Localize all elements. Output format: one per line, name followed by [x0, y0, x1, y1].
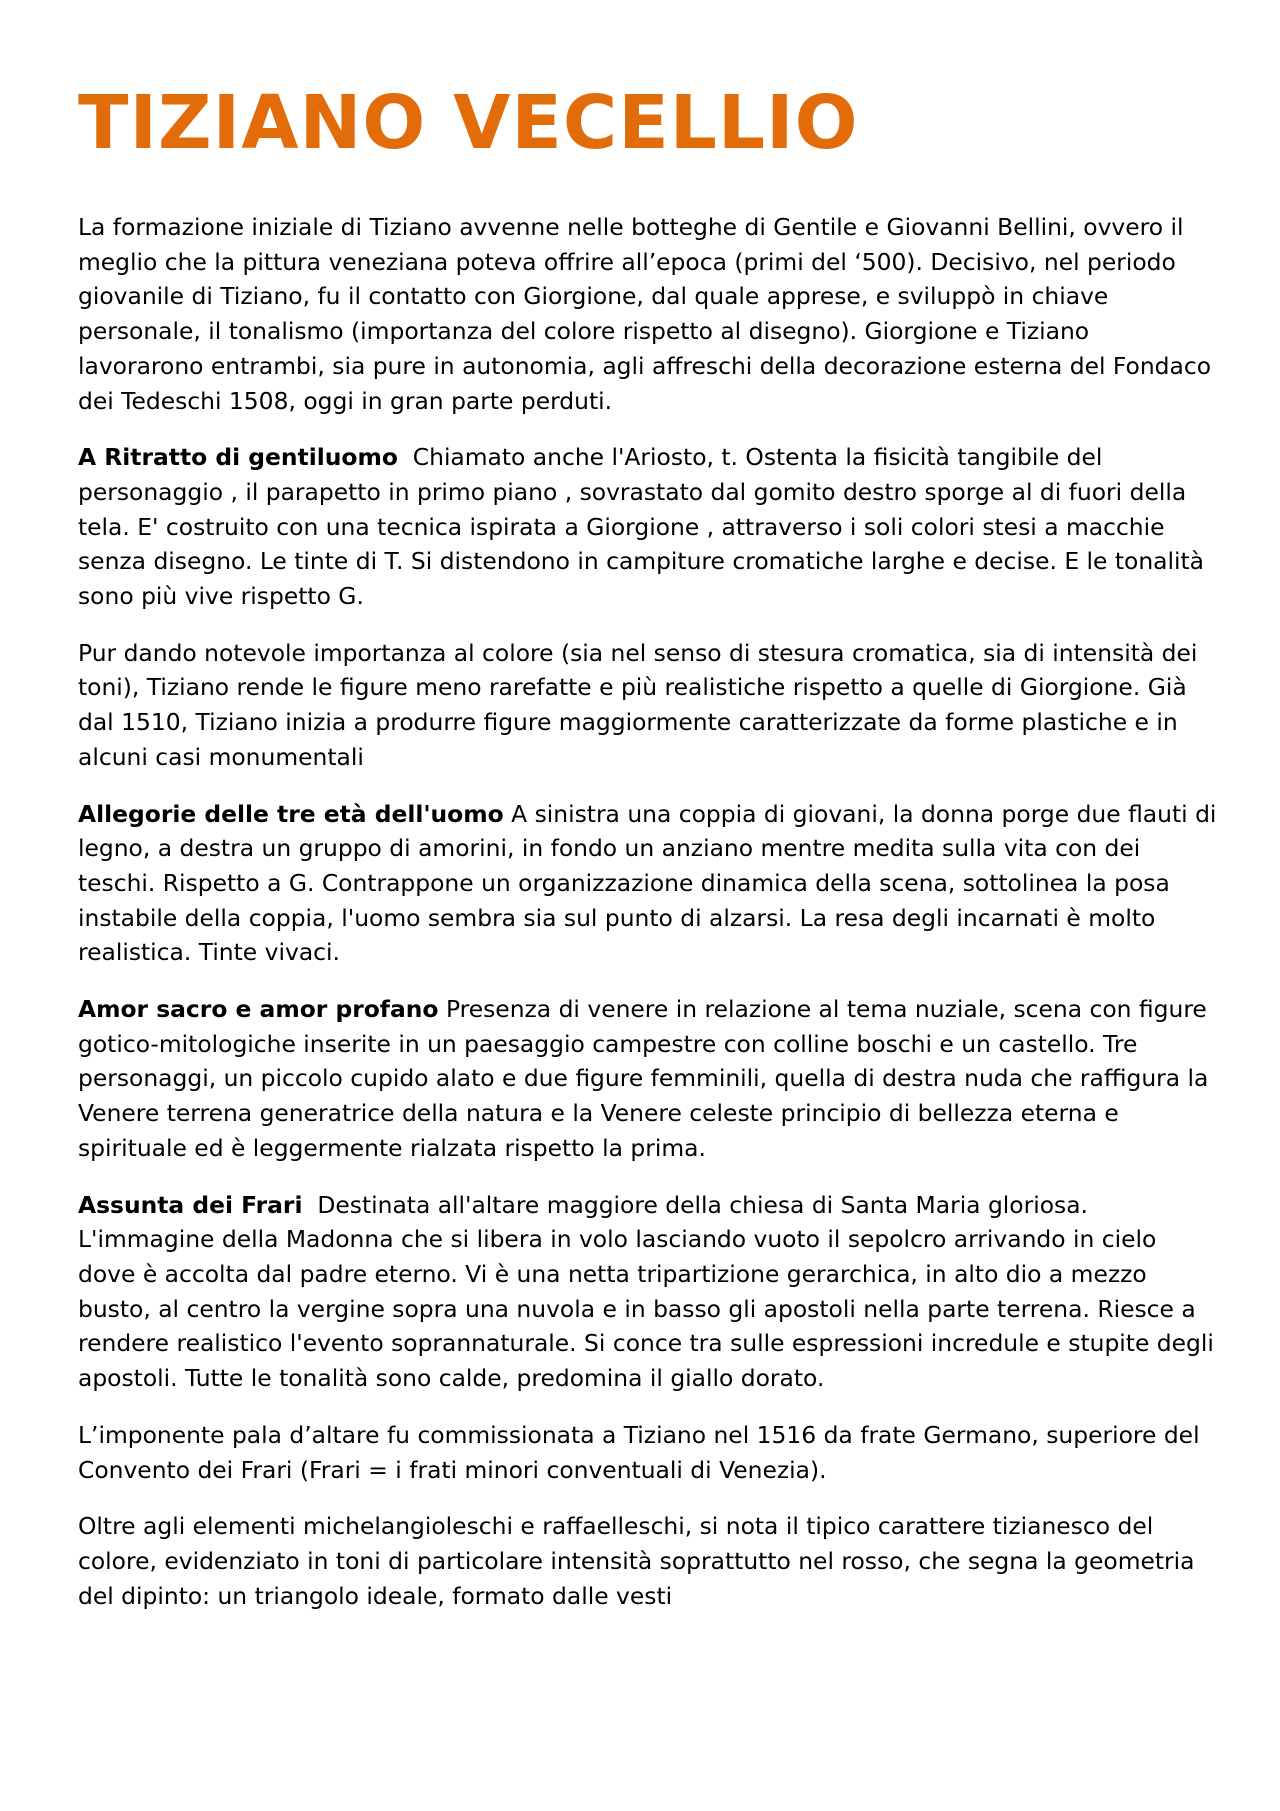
paragraph-elementi [78, 1509, 1218, 1613]
paragraph-text: L’imponente pala d’altare fu commissionata a Tiziano nel 1516 da frate Germano, superiore del Convento dei Frari (Frari = i frati minori conventuali di Venezia). [78, 1420, 1200, 1484]
paragraph-text: La formazione iniziale di Tiziano avvenne nelle botteghe di Gentile e Giovanni Bellini, ovvero il meglio che la pittura veneziana poteva offrire all’epoca (primi del ‘500). Decisivo, nel periodo giovanile di Tiziano, fu il contatto con Giorgione, dal quale apprese, e sviluppò in chiave personale, il tonalismo (importanza del colore rispetto al disegno). Giorgione e Tiziano lavorarono entrambi, sia pure in autonomia, agli affreschi della decorazione esterna del Fondaco dei Tedeschi 1508, oggi in gran parte perduti. [78, 213, 1212, 415]
paragraph-text: A sinistra una coppia di giovani, la donna porge due flauti di legno, a destra un gruppo di amorini, in fondo un anziano mentre medita sulla vita con dei teschi. Rispetto a G. Contrappone un organizzazione dinamica della scena, sottolinea la posa instabile della coppia, l'uomo sembra sia sul punto di alzarsi. La resa degli incarnati è molto realistica. Tinte vivaci. [78, 799, 1217, 967]
paragraph-text: Chiamato anche l'Ariosto, t. Ostenta la fisicità tangibile del personaggio , il parapetto in primo piano , sovrastato dal gomito destro sporge al di fuori della tela. E' costruito con una tecnica ispirata a Giorgione , attraverso i soli colori stesi a macchie senza disegno. Le tinte di T. Si distendono in campiture cromatiche larghe e decise. E le tonalità sono più vive rispetto G. [78, 443, 1205, 611]
paragraph-allegorie [78, 797, 1218, 971]
paragraph-text: Oltre agli elementi michelangioleschi e raffaelleschi, si nota il tipico carattere tizianesco del colore, evidenziato in toni di particolare intensità soprattutto nel rosso, che segna la geometria del dipinto: un triangolo ideale, formato dalle vesti [78, 1512, 1195, 1610]
paragraph-text: Presenza di venere in relazione al tema nuziale, scena con figure gotico-mitologiche inserite in un paesaggio campestre con colline boschi e un castello. Tre personaggi, un piccolo cupido alato e due figure femminili, quella di destra nuda che raffigura la Venere terrena generatrice della natura e la Venere celeste principio di bellezza eterna e spirituale ed è leggermente rialzata rispetto la prima. [78, 995, 1209, 1162]
paragraph-text: Destinata all'altare maggiore della chiesa di Santa Maria gloriosa. L'immagine della Madonna che si libera in volo lasciando vuoto il sepolcro arrivando in cielo dove è accolta dal padre eterno. Vi è una netta tripartizione gerarchica, in alto dio a mezzo busto, al centro la vergine sopra una nuvola e in basso gli apostoli nella parte terrena. Riesce a rendere realistico l'evento soprannaturale. Si conce tra sulle espressioni incredule e stupite degli apostoli. Tutte le tonalità sono calde, predomina il giallo dorato. [78, 1190, 1214, 1393]
paragraph-ritratto-gentiluomo [78, 440, 1218, 614]
paragraph-amor-sacro [78, 992, 1218, 1166]
paragraph-heading: Amor sacro e amor profano [78, 995, 439, 1024]
paragraph-pala [78, 1418, 1218, 1487]
paragraph-text: Pur dando notevole importanza al colore (sia nel senso di stesura cromatica, sia di intensità dei toni), Tiziano rende le figure meno rarefatte e più realistiche rispetto a quelle di Giorgione. Già dal 1510, Tiziano inizia a produrre figure maggiormente caratterizzate da forme plastiche e in alcuni casi monumentali [78, 638, 1198, 771]
page-title: TIZIANO VECELLIO [78, 80, 859, 166]
paragraph-assunta [78, 1188, 1218, 1396]
paragraph-heading: Allegorie delle tre età dell'uomo [78, 799, 504, 828]
paragraph-colore [78, 636, 1218, 775]
paragraph-heading: Assunta dei Frari [78, 1190, 303, 1219]
document-page [78, 80, 1218, 1635]
paragraph-heading: A Ritratto di gentiluomo [78, 443, 398, 472]
paragraph-formazione [78, 210, 1218, 418]
